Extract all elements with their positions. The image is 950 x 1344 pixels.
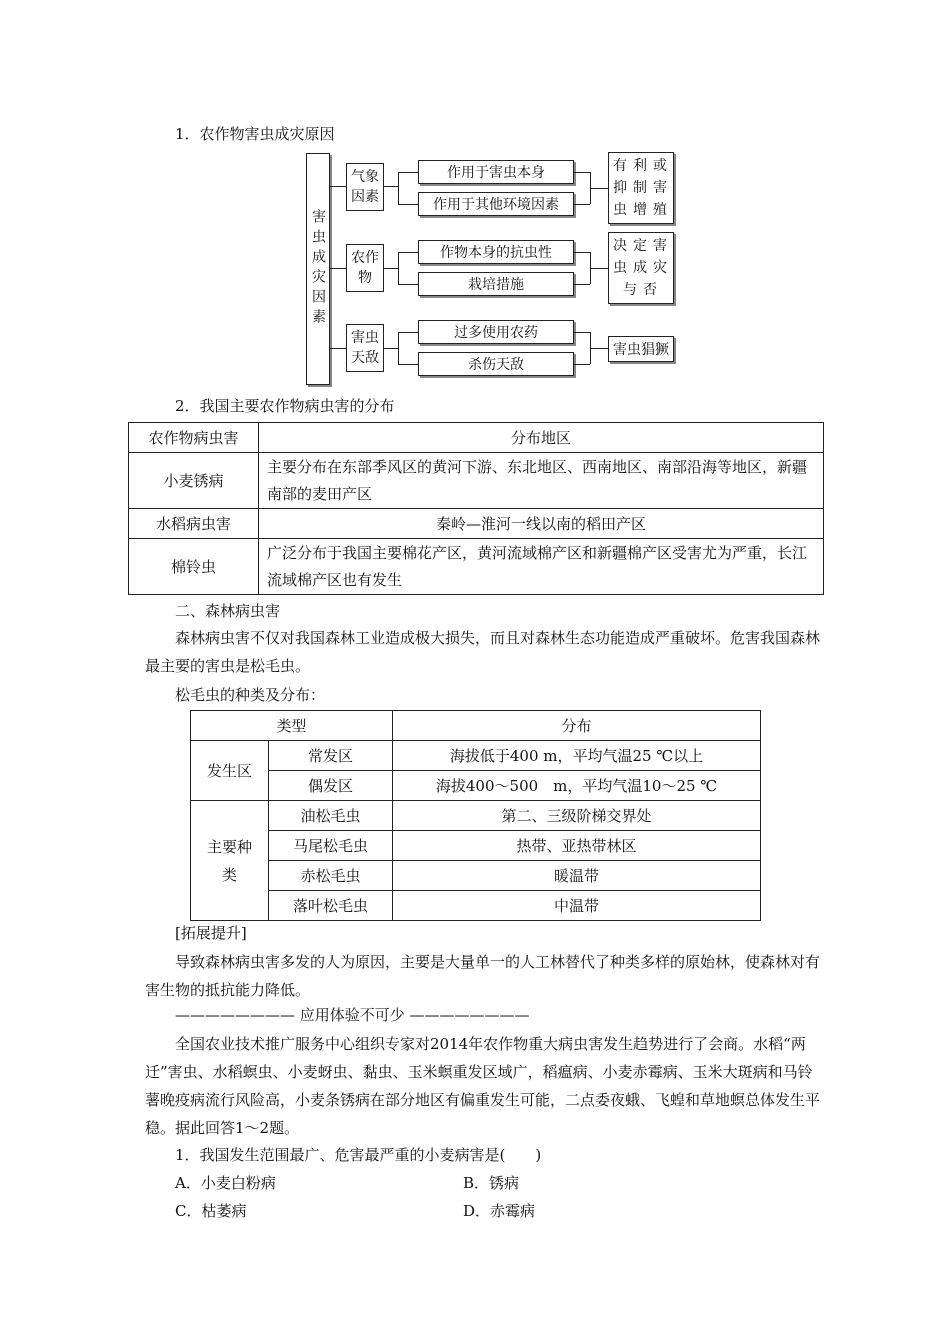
table-cell: 常发区 bbox=[269, 741, 393, 771]
extension-text: 导致森林病虫害多发的人为原因，主要是大量单一的人工林替代了种类多样的原始林，使森林对有害生物的抵抗能力降低。 bbox=[145, 953, 821, 999]
extension-tag: [拓展提升] bbox=[175, 924, 247, 942]
practice-divider: ———————— 应用体验不可少 ———————— bbox=[175, 1006, 530, 1024]
option-c[interactable]: C．枯萎病 bbox=[175, 1202, 247, 1220]
table-cell: 主要分布在东部季风区的黄河下游、东北地区、西南地区、南部沿海等地区，新疆南部的麦田产区 bbox=[259, 453, 824, 509]
table-cell: 第二、三级阶梯交界处 bbox=[393, 801, 761, 831]
table-cell: 水稻病虫害 bbox=[129, 509, 259, 539]
option-a[interactable]: A．小麦白粉病 bbox=[175, 1174, 276, 1192]
table-cell: 偶发区 bbox=[269, 771, 393, 801]
question-text: 1．我国发生范围最广、危害最严重的小麦病害是( ) bbox=[175, 1146, 542, 1164]
forest-paragraph: 森林病虫害不仅对我国森林工业造成极大损失，而且对森林生态功能造成严重破坏。危害我国森林最主要的害虫是松毛虫。 bbox=[145, 629, 821, 675]
table-cell: 马尾松毛虫 bbox=[269, 831, 393, 861]
table-cell: 落叶松毛虫 bbox=[269, 891, 393, 921]
option-b[interactable]: B．锈病 bbox=[463, 1174, 520, 1192]
item-box: 栽培措施 bbox=[418, 272, 574, 296]
table-cell: 赤松毛虫 bbox=[269, 861, 393, 891]
table-cell: 中温带 bbox=[393, 891, 761, 921]
crop-pest-table bbox=[128, 422, 824, 595]
table-cell: 小麦锈病 bbox=[129, 453, 259, 509]
table-cell: 海拔低于400 m，平均气温25 ℃以上 bbox=[393, 741, 761, 771]
section2-heading: 2．我国主要农作物病虫害的分布 bbox=[175, 397, 395, 415]
table-cell: 暖温带 bbox=[393, 861, 761, 891]
table-group-cell: 主要种类 bbox=[191, 801, 269, 921]
table-cell: 广泛分布于我国主要棉花产区，黄河流域棉产区和新疆棉产区受害尤为严重，长江流域棉产区也有发生 bbox=[259, 539, 824, 595]
practice-intro: 全国农业技术推广服务中心组织专家对2014年农作物重大病虫害发生趋势进行了会商。水稻“两迁”害虫、水稻螟虫、小麦蚜虫、黏虫、玉米螟重发区域广，稻瘟病、小麦赤霉病、玉米大斑病和马铃薯晚疫病流行风险高，小麦条锈病在部分地区有偏重发生可能，二点委夜蛾、飞蝗和草地螟总体发生平稳。据此回答1～2题。 bbox=[145, 1035, 821, 1137]
table-cell: 棉铃虫 bbox=[129, 539, 259, 595]
result-box: 有利或抑制害虫增殖 bbox=[608, 152, 674, 224]
diagram-root: 害虫成灾因素 bbox=[306, 153, 330, 385]
table-header: 类型 bbox=[191, 711, 393, 741]
table-cell: 油松毛虫 bbox=[269, 801, 393, 831]
pine-caterpillar-table bbox=[190, 710, 761, 921]
section1-heading: 1．农作物害虫成灾原因 bbox=[175, 125, 335, 143]
forest-paragraph-2: 松毛虫的种类及分布： bbox=[175, 686, 326, 704]
table-cell: 海拔400～500 m，平均气温10～25 ℃ bbox=[393, 771, 761, 801]
table-cell: 热带、亚热带林区 bbox=[393, 831, 761, 861]
table-header: 分布地区 bbox=[259, 423, 824, 453]
result-box: 决定害虫成灾与否 bbox=[608, 232, 674, 304]
item-box: 过多使用农药 bbox=[418, 320, 574, 344]
factor-box: 农作物 bbox=[346, 244, 384, 292]
table-header: 农作物病虫害 bbox=[129, 423, 259, 453]
forest-heading: 二、森林病虫害 bbox=[175, 602, 281, 620]
item-box: 作用于害虫本身 bbox=[418, 160, 574, 184]
factor-box: 气象因素 bbox=[346, 163, 384, 211]
item-box: 作用于其他环境因素 bbox=[418, 192, 574, 216]
table-cell: 秦岭—淮河一线以南的稻田产区 bbox=[259, 509, 824, 539]
table-group-cell: 发生区 bbox=[191, 741, 269, 801]
option-d[interactable]: D．赤霉病 bbox=[463, 1202, 536, 1220]
factor-box: 害虫天敌 bbox=[346, 324, 384, 372]
item-box: 杀伤天敌 bbox=[418, 352, 574, 376]
result-box: 害虫猖獗 bbox=[608, 336, 674, 362]
item-box: 作物本身的抗虫性 bbox=[418, 240, 574, 264]
table-header: 分布 bbox=[393, 711, 761, 741]
